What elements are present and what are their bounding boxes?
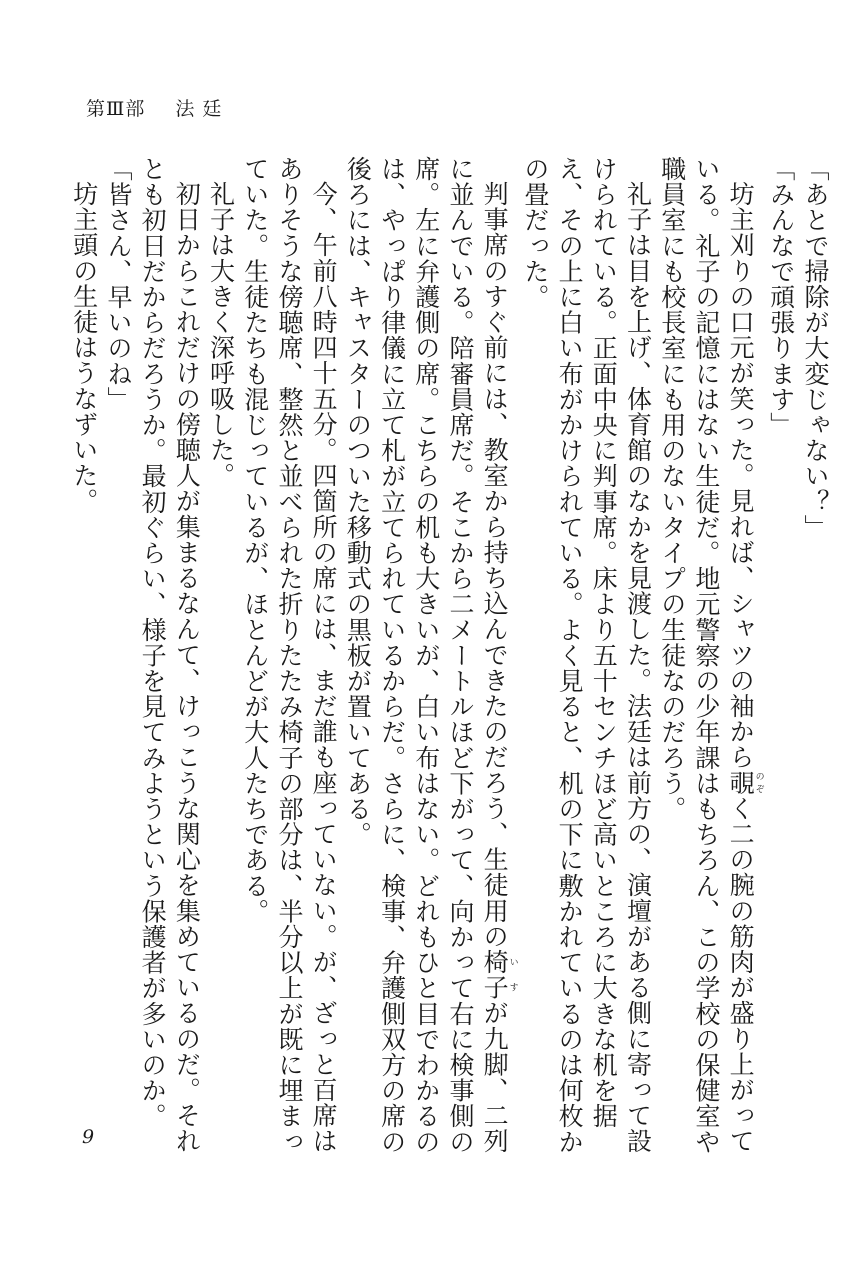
paragraph: [654, 156, 763, 1156]
ruby-reading: のぞ: [753, 769, 764, 796]
dialogue-line: 「あとで掃除が大変じゃない？」: [801, 156, 830, 540]
ruby-annotation: [480, 949, 518, 1001]
paragraph-text: 坊主刈りの口元が笑った。見れば、シャツの袖から: [726, 181, 756, 770]
paragraph: [340, 156, 518, 1156]
paragraph: 初日からこれだけの傍聴人が集まるなんて、けっこうな関心を集めているのだ。それとも初日だからだろうか。最初ぐらい、様子を見てみようという保護者が多いのか。: [138, 156, 202, 1154]
dialogue-line: 「皆さん、早いのね」: [103, 156, 133, 412]
section-title: 法廷: [175, 98, 230, 120]
paragraph-text: 判事席のすぐ前には、教室から持ち込んできたのだろう、生徒用の: [480, 181, 510, 949]
paragraph: 礼子は大きく深呼吸した。: [206, 181, 236, 489]
paragraph-text: く二の腕の筋肉が盛り上がっている。礼子の記憶にはない生徒だ。地元警察の少年課はもちろん、この学校の保健室や職員室にも校長室にも用のないタイプの生徒なのだろう。: [657, 156, 756, 1155]
page-number: 9: [82, 1126, 95, 1148]
paragraph: 礼子は目を上げ、体育館のなかを見渡した。法廷は前方の、演壇がある側に寄って設けられている。正面中央に判事席。床より五十センチほど高いところに大きな机を据え、その上に白い布がかけられている。よく見ると、机の下に敷かれているのは何枚かの畳だった。: [520, 156, 653, 1155]
ruby-reading: いす: [507, 949, 518, 1001]
running-header: [86, 94, 229, 121]
ruby-annotation: [726, 769, 764, 796]
body-text: [52, 156, 832, 1156]
paragraph: 坊主頭の生徒はうなずいた。: [69, 181, 99, 514]
dialogue-line: 「みんなで頑張ります」: [766, 156, 796, 438]
ruby-base: 椅子: [480, 949, 510, 1001]
ruby-base: 覗: [726, 769, 756, 796]
part-title: 第Ⅲ部: [86, 98, 146, 120]
paragraph-text: が九脚、二列に並んでいる。陪審員席だ。そこから二メートルほど下がって、向かって右に検事側の席。左に弁護側の席。こちらの机も大きいが、白い布はない。どれもひと目でわかるのは、やっぱり律儀に立て札が立てられているからだ。さらに、検事、弁護側双方の席の後ろには、キャスターのついた移動式の黒板が置いてある。: [343, 156, 510, 1155]
paragraph: 今、午前八時四十五分。四箇所の席には、まだ誰も座っていない。が、ざっと百席はありそうな傍聴席、整然と並べられた折りたたみ椅子の部分は、半分以上が既に埋まっていた。生徒たちも混じっているが、ほとんどが大人たちである。: [240, 156, 339, 1155]
